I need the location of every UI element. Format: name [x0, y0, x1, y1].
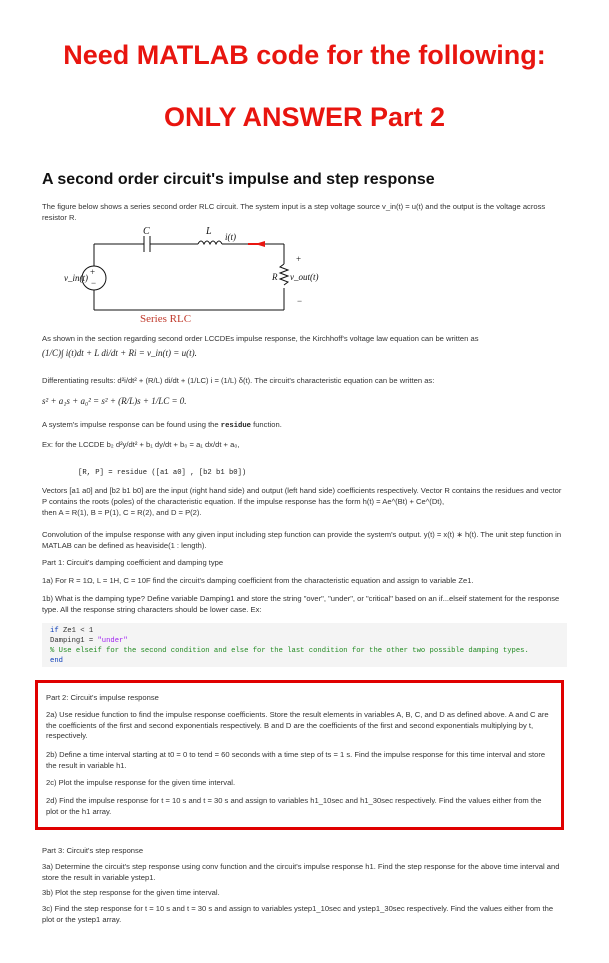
part1-title: Part 1: Circuit's damping coefficient and damping type: [42, 558, 224, 567]
part3b: 3b) Plot the step response for the given time interval.: [42, 888, 220, 897]
residue-intro: A system's impulse response can be found using the residue function.: [42, 420, 282, 430]
part2b: 2b) Define a time interval starting at t0 = 0 to tend = 60 seconds with a time step of ts = 1 s. Find the impulse response for this time interval and store the result in variable h1.: [46, 750, 546, 770]
circuit-caption: Series RLC: [140, 313, 192, 325]
part3-title: Part 3: Circuit's step response: [42, 846, 144, 855]
vout-label: v_out(t): [290, 272, 319, 282]
part2a: 2a) Use residue function to find the impulse response coefficients. Store the result elements in variables A, B, C, and D as defined above. A and C are the coefficients of the first and second exponentials respectively. B and D are the coefficients of the first and second exponentials multiplying by t, respectively.: [46, 710, 549, 741]
doc-title: A second order circuit's impulse and step response: [42, 171, 435, 188]
rlc-circuit-diagram: [64, 226, 319, 318]
characteristic-equation: s² + a₁s + a₀² = s² + (R/L)s + 1/LC = 0.: [42, 396, 187, 406]
part3c: 3c) Find the step response for t = 10 s and t = 30 s and assign to variables ystep1_10sec and ystep1_30sec respectively. Find the values either from the plot or the ystep1 array.: [42, 904, 554, 924]
kvl-text: As shown in the section regarding second order LCCDEs impulse response, the Kirchhoff's voltage law equation can be written as: [42, 334, 479, 343]
code-example-block: if Ze1 < 1 Damping1 = "under" % Use elseif for the second condition and else for the last condition for the other two possible damping types. end: [42, 623, 567, 667]
convolution-text: Convolution of the impulse response with any given input including step function can provide the system's output. y(t) = x(t) ∗ h(t). The unit step function in MATLAB can be defined as heaviside(1 : length).: [42, 530, 562, 550]
differentiation-text: Differentiating results: d²i/dt² + (R/L) di/dt + (1/LC) i = (1/L) δ(t). The circuit's characteristic equation can be written as:: [42, 376, 435, 385]
part1a: 1a) For R = 1Ω, L = 1H, C = 10F find the circuit's damping coefficient from the characteristic equation and assign to variable Ze1.: [42, 576, 474, 585]
vectors-explanation: Vectors [a1 a0] and [b2 b1 b0] are the input (right hand side) and output (left hand side) coefficients respectively. Vector R contains the residues and vector P contains the roots (poles) of the characteristic equation. If the impulse response has the form h(t) = Ae^(Bt) + Ce^(Dt),: [42, 486, 562, 506]
assignment-text: then A = R(1), B = P(1), C = R(2), and D = P(2).: [42, 508, 202, 517]
resistor-label: R: [272, 272, 278, 282]
part2c: 2c) Plot the impulse response for the given time interval.: [46, 778, 236, 787]
output-minus-sign: −: [297, 296, 303, 306]
inductor-label: L: [206, 226, 212, 237]
header-line-2: ONLY ANSWER Part 2: [163, 102, 446, 132]
source-plus-sign: +: [90, 267, 96, 277]
output-plus-sign: +: [296, 254, 302, 264]
vin-label: v_in(t): [64, 273, 88, 283]
kvl-equation: (1/C)∫ i(t)dt + L di/dt + Ri = v_in(t) = u(t).: [42, 348, 197, 358]
header-line-1: Need MATLAB code for the following:: [63, 40, 546, 70]
residue-function-name: residue: [220, 422, 251, 430]
source-minus-sign: −: [91, 278, 97, 288]
capacitor-label: C: [143, 226, 150, 237]
lccde-example: Ex: for the LCCDE b₂ d²y/dt² + b₁ dy/dt + b₀ = a₁ dx/dt + a₀,: [42, 440, 240, 449]
part2-title: Part 2: Circuit's impulse response: [46, 693, 159, 702]
residue-code: [R, P] = residue ([a1 a0] , [b2 b1 b0]): [78, 469, 247, 477]
part1b: 1b) What is the damping type? Define variable Damping1 and store the string "over", "under", or "critical" based on an if...elseif statement for the response type. All the response string characters should be lower case. Ex:: [42, 594, 560, 614]
part2d: 2d) Find the impulse response for t = 10 s and t = 30 s and assign to variables h1_10sec and h1_30sec respectively. Find the values either from the plot or the h1 array.: [46, 796, 542, 816]
current-label: i(t): [225, 232, 236, 242]
part3a: 3a) Determine the circuit's step response using conv function and the circuit's impulse response h1. Find the step response for the above time interval and store the result in variable ystep1.: [42, 862, 560, 882]
intro-paragraph: The figure below shows a series second order RLC circuit. The system input is a step voltage source v_in(t) = u(t) and the output is the voltage across resistor R.: [42, 202, 546, 222]
